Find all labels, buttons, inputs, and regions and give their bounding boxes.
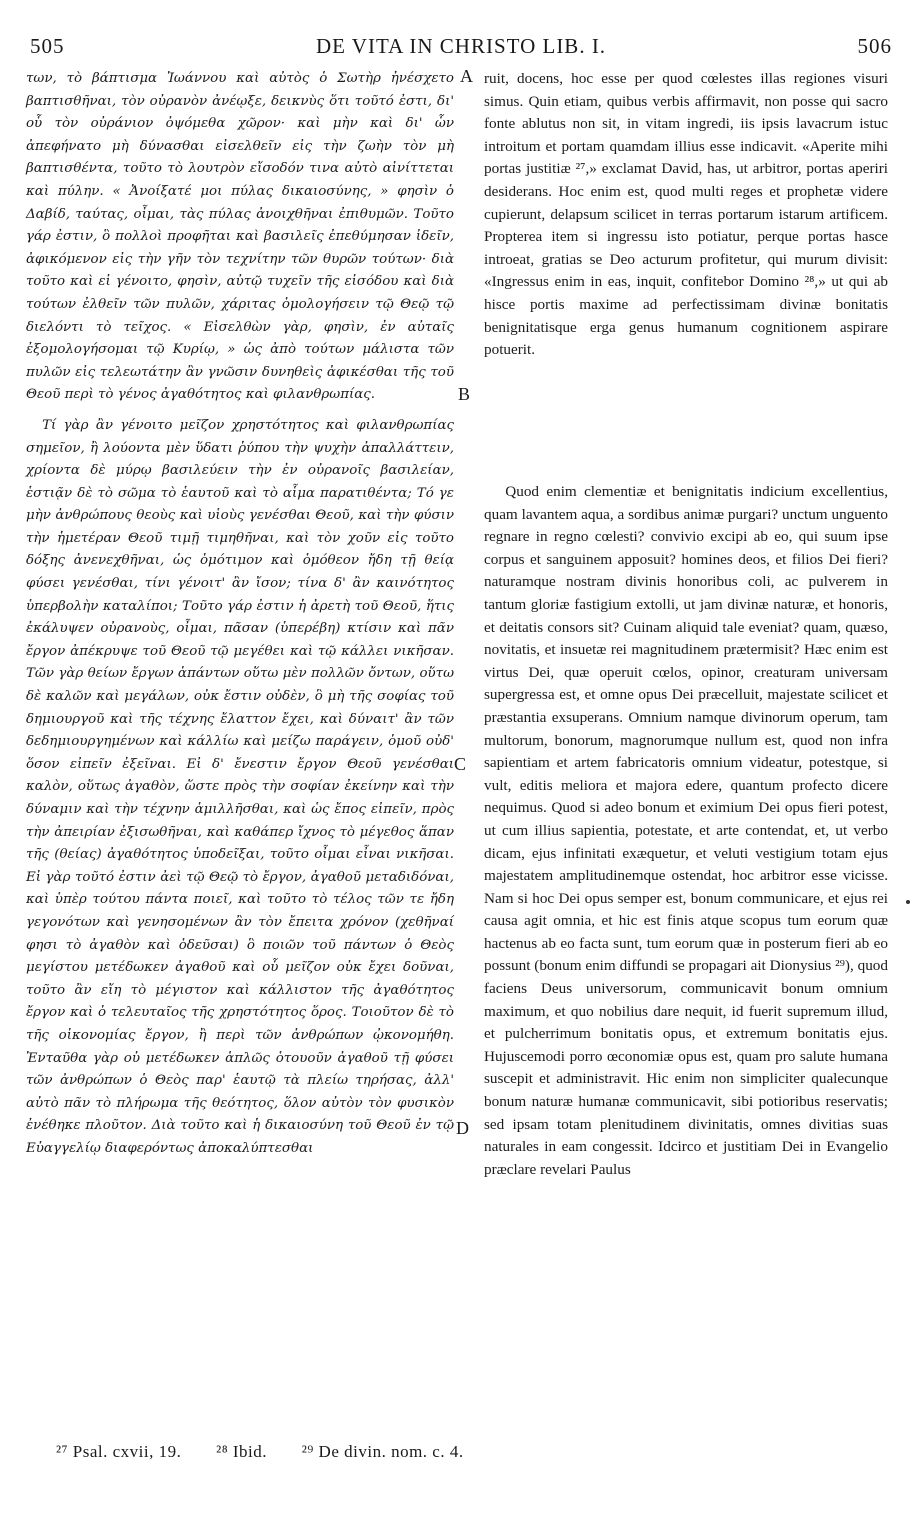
latin-paragraph-2: Quod enim clementiæ et benignitatis indicium excellentius, quam lavantem aqua, a sordibus animæ purgari? unctum unguento regnare in regno cœlesti? convivio excipi ab eo, qui suum ipse corpus et sanguinem apposuit? homines deos, et filios Dei fieri? naturamque nostram divinis honoribus coli, ac pulverem in tantum gloriæ fastigium extolli, ut jam divinæ naturæ, et honoris, et deitatis consors sit? Cuinam aliquid tale eveniat? quam, quæso, novitatis, et insuetæ rei magnitudinem prætermisit? Hæc enim est virtus Dei, quæ operuit cœlos, opinor, creaturam universam supergressa est, et omne opus Dei præcelluit, majestate scilicet et præstantia exsuperans. Omnium namque divinorum operum, tam multorum, bonorum, magnorumque nullum est, quod non infra sapientiam et artem fabricatoris omnium videatur, potestque, si vult, editis meliora et majora edere, quantum profecto dicere nequimus. Quod si adeo bonum et eximium Dei opus fieri potest, ut cum illius sapientia, potestate, et arte contendat, et, ut verbo dicam, ejus infinitati exæquetur, et veluti vestigium totam ejus majestatem amplitudinemque ostendat, hoc arbitror esse vicisse. Nam si hoc Dei opus semper est, bonum communicare, et ejus rei causa agit omnia, et hic est finis atque scopus tum eorum quæ hactenus ab eo facta sunt, tum eorum quæ in posterum fieri ab eo possunt (bonum enim diffundi se propagari ait Dionysius ²⁹), quod faciens Deus universorum, communicavit bonum omnium maximum, et quo nobilius dare nequit, id fuerit supremum illud, et pulcherrimum bonitatis opus, et extremum bonitatis ejus. Hujuscemodi porro œconomiæ opus est, quam pro salute humana suscepit et administravit. Hic enim non simpliciter qualecunque bonum naturæ humanæ communicavit, sibi potioribus reservatis; sed ipsam totam plenitudinem divinitatis, omnes divitias suas naturales in eam congessit. Idcirco et justitiam Dei in Evangelio præclare revelari Paulus	[484, 483, 888, 1178]
margin-mark-c: C	[454, 754, 467, 774]
margin-mark-b: B	[458, 384, 471, 404]
greek-paragraph-2: Τί γὰρ ἂν γένοιτο μεῖζον χρηστότητος καὶ φιλανθρωπίας σημεῖον, ἢ λούοντα μὲν ὕδατι ῥύπου τὴν ψυχὴν ἀπαλλάττειν, χρίοντα δὲ μύρῳ βασιλεύειν τὴν ἐν οὐρανοῖς βασιλείαν, ἑστιᾷν δὲ τὸ σῶμα τὸ ἑαυτοῦ καὶ τὸ αἷμα παρατιθέντα; Τό γε μὴν ἀνθρώπους θεοὺς καὶ υἱοὺς γενέσθαι Θεοῦ, καὶ τὴν φύσιν τὴν ἡμετέραν Θεοῦ τιμῇ τιμηθῆναι, καὶ τὸν χοῦν εἰς τοῦτο δόξης ἀνενεχθῆναι, ὡς ὁμότιμον καὶ ὁμόθεον ἤδη τῇ θείᾳ φύσει γενέσθαι, τίνι γένοιτ' ἂν ἴσον; τίνα δ' ἂν καινότητος ὑπερβολὴν καταλίποι; Τοῦτο γάρ ἐστιν ἡ ἀρετὴ τοῦ Θεοῦ, ἥτις ἐκάλυψεν οὐρανοὺς, οἶμαι, πᾶσαν (ὑπερέβη) κτίσιν καὶ πᾶν ἔργον ἀπέκρυψε τοῦ Θεοῦ τῷ μεγέθει καὶ τῷ κάλλει νικῆσαν. Τῶν γὰρ θείων ἔργων ἁπάντων οὕτω μὲν πολλῶν ὄντων, οὕτω δὲ καλῶν καὶ μεγάλων, οὐκ ἔστιν οὐδὲν, ὃ μὴ τῆς σοφίας τοῦ δημιουργοῦ καὶ τῆς τέχνης ἔλαττον ἔχει, καὶ δύναιτ' ἂν τῶν δεδημιουργημένων καὶ κάλλίω καὶ μείζω παράγειν, ὁμοῦ οὐδ' ὅσον εἰπεῖν ἐξεῖναι. Εἰ δ' ἔνεστιν ἔργον Θεοῦ γενέσθαι καλὸν, οὕτως ἀγαθὸν, ὥστε πρὸς τὴν σοφίαν ἐκείνην καὶ τὴν δύναμιν καὶ τὴν τέχνην ἁμιλλῆσθαι, καὶ ὡς ἔπος εἰπεῖν, πρὸς τὴν ἀπειρίαν ἐξισωθῆναι, καὶ καθάπερ ἴχνος τὸ μέγεθος ἅπαν τῆς (θείας) ἀγαθότητος ὑποδεῖξαι, τοῦτο οἶμαι εἶναι νικῆσαι. Εἰ γὰρ τοῦτό ἐστιν ἀεὶ τῷ Θεῷ τὸ ἔργον, ἀγαθοῦ μεταδιδόναι, καὶ ὑπὲρ τούτου πάντα ποιεῖ, καὶ τοῦτο τὸ τέλος τῶν τε ἤδη γεγονότων καὶ γενησομένων ἂν τὸν ἔπειτα χρόνον (χεθῆναί φησι τὸ ἀγαθὸν καὶ ὁδεῦσαι) ὃ ποιῶν τοῦ πάντων ὁ Θεὸς μεγίστου μετέδωκεν ἀγαθοῦ καὶ οὗ μεῖζον οὐκ ἔχει δοῦναι, τοῦτο ἂν εἴη τὸ μέγιστον καὶ κάλλιστον τῆς ἀγαθότητος ἔργον καὶ ὁ τελευταῖος τῆς χρηστότητος ὅρος. Τοιοῦτον δὲ τὸ τῆς οἰκονομίας ἔργον, ἢ περὶ τῶν ἀνθρώπων ᾠκονομήθη. Ἐνταῦθα γὰρ οὐ μετέδωκεν ἁπλῶς ὁτουοῦν ἀγαθοῦ τῇ φύσει τῶν ἀνθρώπων ὁ Θεὸς παρ' ἑαυτῷ τὰ πλείω τηρήσας, ἀλλ' αὐτὸ πᾶν τὸ πλήρωμα τῆς θεότητος, ὅλον αὐτὸν τὸν φυσικὸν ἐνέθηκε πλοῦτον. Διὰ τοῦτο καὶ ἡ δικαιοσύνη τοῦ Θεοῦ ἐν τῷ Εὐαγγελίῳ διαφερόντως ἀποκαλύπτεσθαι	[26, 417, 454, 1156]
page-number-left: 505	[30, 34, 65, 58]
page-speck	[906, 900, 910, 904]
margin-mark-a: A	[460, 66, 473, 86]
running-header	[30, 34, 892, 62]
latin-paragraph-1: ruit, docens, hoc esse per quod cœlestes illas regiones visuri simus. Quin etiam, quibus verbis affirmavit, non posse qui sacro fonte ablutus non sit, in vitam ingredi, iis ipsis lavacrum istuc introitum et portam quamdam illius esse indicavit. «Aperite mihi portas justitiæ ²⁷,» exclamat David, has, ut arbitror, portas aperiri desiderans. Hoc enim est, quod multi reges et prophetæ videre cupierunt, delapsum scilicet in terras portarum istarum artificem. Propterea item si ingressu isto potiatur, perque portas hasce introeat, gratias se Deo acturum profitetur, qui murum divisit: «Ingressus enim in eas, inquit, confitebor Domino ²⁸,» ut qui ab hisce portis maxime ad perfectissimam divinæ bonitatis benignitatisque erga genus humanum cognitionem aspirare potuerit.	[484, 70, 888, 359]
footnotes	[56, 1442, 756, 1462]
latin-column	[484, 68, 888, 1438]
footnote-27: ²⁷ Psal. cxvii, 19.	[56, 1442, 182, 1461]
footnote-29: ²⁹ De divin. nom. c. 4.	[301, 1442, 464, 1461]
page-number-right: 506	[857, 34, 892, 58]
margin-mark-d: D	[456, 1118, 469, 1138]
running-title: DE VITA IN CHRISTO LIB. I.	[315, 34, 607, 58]
greek-column	[26, 68, 454, 1161]
footnote-28: ²⁸ Ibid.	[216, 1442, 268, 1461]
greek-paragraph-1: των, τὸ βάπτισμα Ἰωάννου καὶ αὐτὸς ὁ Σωτὴρ ἠνέσχετο βαπτισθῆναι, τὸν οὐρανὸν ἀνέῳξε, δεικνὺς ὅτι τοῦτό ἐστι, δι' οὗ τὸν οὐράνιον ὀψόμεθα χῶρον· καὶ μὴν καὶ δι' ὧν ἀπεφήνατο μὴ δύνασθαι εἰσελθεῖν εἰς τὴν ζωὴν τὸν μὴ βαπτισθέντα, τοῦτο τὸ λουτρὸν εἴσοδόν τινα αὐτὸ αἰνίττεται καὶ πύλην. « Ἀνοίξατέ μοι πύλας δικαιοσύνης, » φησὶν ὁ Δαβίδ, ταύτας, οἶμαι, τὰς πύλας ἀνοιχθῆναι ἐπιθυμῶν. Τοῦτο γάρ ἐστιν, ὃ πολλοὶ προφῆται καὶ βασιλεῖς ἐπεθύμησαν ἰδεῖν, ἀφικόμενον εἰς τὴν γῆν τὸν τεχνίτην τῶν θυρῶν τούτων· διὰ τοῦτο καὶ εἰ γένοιτο, φησὶν, αὐτῷ τυχεῖν τῆς εἰσόδου καὶ διὰ τούτων ἐλθεῖν τῶν πυλῶν, χάριτας ὁμολογήσειν τῷ Θεῷ τῷ διελόντι τὸ τεῖχος. « Εἰσελθὼν γὰρ, φησὶν, ἐν αὐταῖς ἐξομολογήσομαι τῷ Κυρίῳ, » ὡς ἀπὸ τούτων μάλιστα τῶν πυλῶν εἰς τελεωτάτην ἂν γνῶσιν δυνηθεὶς ἀφικέσθαι τῆς τοῦ Θεοῦ περὶ τὸ γένος ἀγαθότητος καὶ φιλανθρωπίας.	[26, 71, 454, 403]
